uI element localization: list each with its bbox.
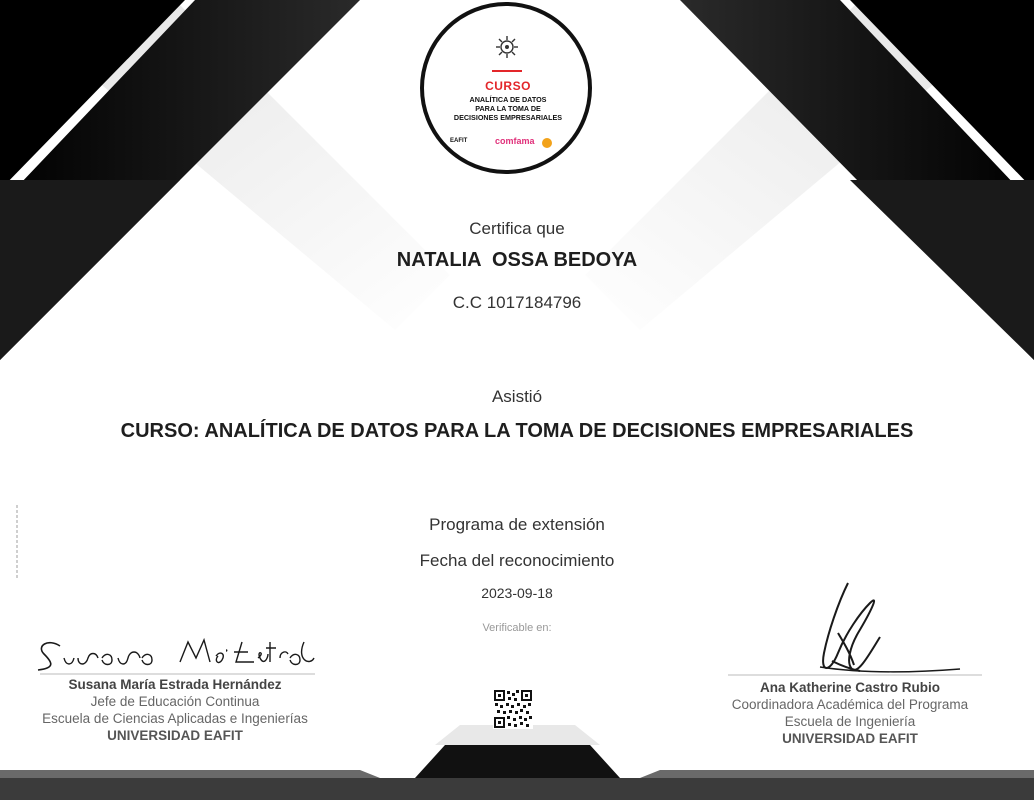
badge-accent-rule (492, 70, 522, 72)
left-signatory (20, 676, 330, 744)
id-number: C.C 1017184796 (452, 293, 582, 312)
right-signatory-role: Coordinadora Académica del Programa (731, 697, 969, 712)
eafit-logo: EAFIT (450, 138, 468, 144)
right-signatory (700, 679, 1000, 747)
course-title: CURSO: ANALÍTICA DE DATOS PARA LA TOMA DE DECISIONES EMPRESARIALES (120, 420, 914, 442)
comfama-logo: comfama (495, 136, 535, 146)
verify-label: Verificable en: (482, 622, 552, 634)
attended-label: Asistió (491, 387, 543, 406)
right-signatory-name: Ana Katherine Castro Rubio (759, 680, 941, 695)
left-signatory-department: Escuela de Ciencias Aplicadas e Ingenierías (42, 711, 308, 726)
verification-qr-code[interactable] (493, 689, 533, 729)
right-signatory-department: Escuela de Ingeniería (784, 714, 916, 729)
program-type: Programa de extensión (429, 515, 605, 534)
left-signatory-role: Jefe de Educación Continua (90, 694, 260, 709)
partner-logo-icon (542, 138, 552, 148)
recipient-name: NATALIA OSSA BEDOYA (396, 249, 638, 271)
right-signatory-organization: UNIVERSIDAD EAFIT (782, 731, 918, 746)
badge-heading: CURSO (485, 79, 531, 93)
left-signatory-organization: UNIVERSIDAD EAFIT (107, 728, 243, 743)
left-signature-handwriting (30, 628, 320, 678)
badge-line-1: ANALÍTICA DE DATOS (469, 95, 547, 104)
partner-logos (450, 136, 570, 150)
badge-line-2: PARA LA TOMA DE (475, 104, 541, 113)
date-value: 2023-09-18 (481, 585, 553, 601)
analytics-gear-icon (494, 34, 520, 60)
badge-line-3: DECISIONES EMPRESARIALES (453, 113, 563, 122)
certifies-label: Certifica que (469, 219, 565, 238)
date-label: Fecha del reconocimiento (419, 551, 615, 570)
course-badge (420, 0, 600, 185)
left-signatory-name: Susana María Estrada Hernández (68, 677, 282, 692)
